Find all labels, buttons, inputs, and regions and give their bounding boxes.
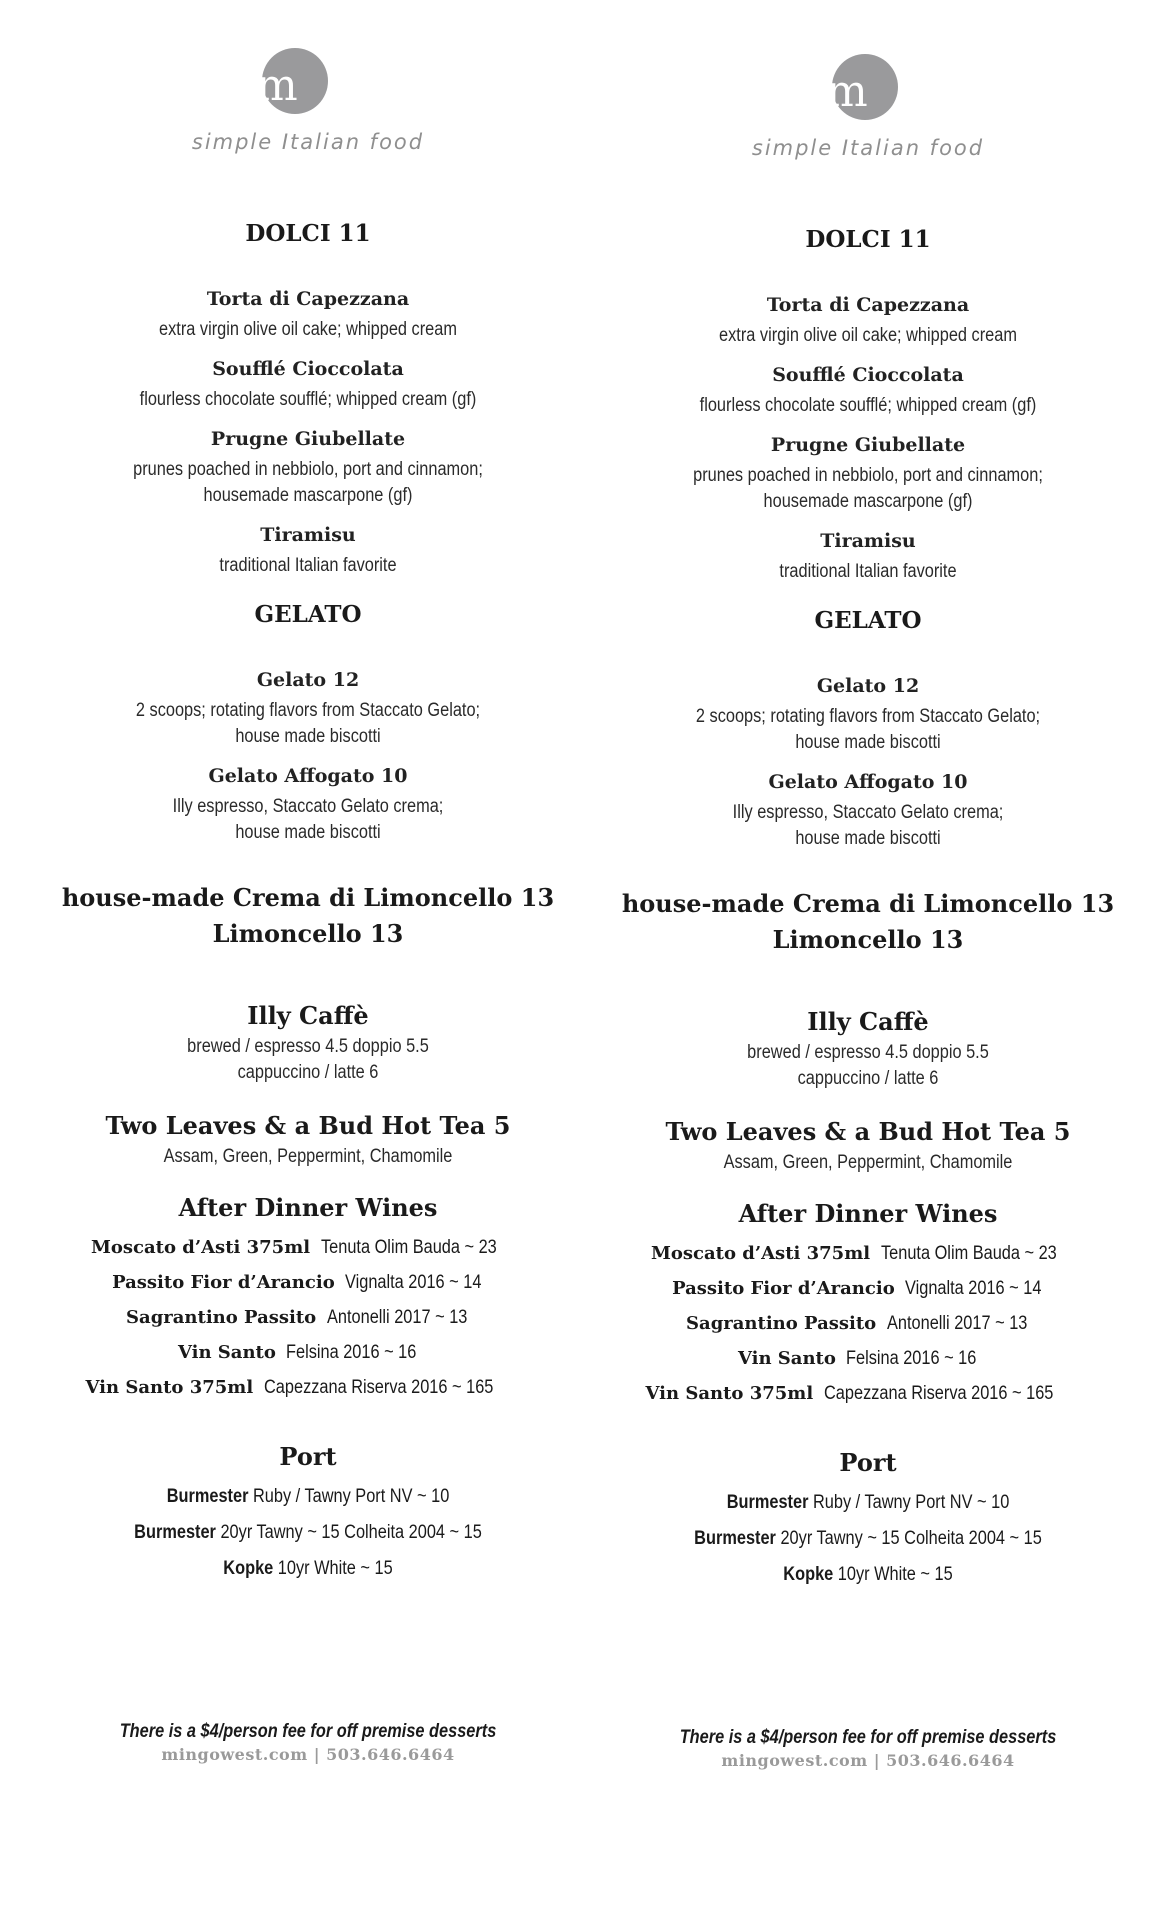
wine-name: Vin Santo 375ml: [85, 1377, 254, 1398]
wine-name: Passito Fior d’Arancio: [112, 1272, 335, 1293]
menu-column-right: [588, 0, 1148, 1920]
dolci-item-desc: extra virgin olive oil cake; whipped cream: [159, 319, 457, 340]
dolci-item-name: Torta di Capezzana: [766, 294, 970, 316]
port-row: [67, 1515, 549, 1551]
caffe-section: [28, 998, 588, 1086]
dolci-item-name: Torta di Capezzana: [206, 288, 410, 310]
gelato-item-name: Gelato Affogato 10: [208, 765, 408, 787]
dolci-item-desc: traditional Italian favorite: [219, 555, 397, 576]
dolci-title: DOLCI 11: [805, 226, 931, 253]
dolci-item-1: [28, 281, 588, 343]
port-section: [588, 1445, 1148, 1593]
port-name: Kopke: [223, 1558, 274, 1579]
limoncello-section: [588, 886, 1148, 958]
dolci-item-2: [28, 351, 588, 413]
wine-row: [588, 1376, 1148, 1411]
tea-title: Two Leaves & a Bud Hot Tea 5: [665, 1117, 1071, 1146]
wine-row: [588, 1271, 1148, 1306]
dolci-item-desc: housemade mascarpone (gf): [203, 485, 413, 506]
dolci-item-1: [588, 287, 1148, 349]
gelato-item-name: Gelato 12: [816, 675, 920, 697]
wine-detail: Capezzana Riserva 2016 ~ 165: [823, 1383, 1054, 1404]
limoncello-section: [28, 880, 588, 952]
footer-note: There is a $4/person fee for off premise desserts: [119, 1721, 497, 1742]
port-detail: Ruby / Tawny Port NV ~ 10: [812, 1492, 1010, 1513]
dolci-item-desc: flourless chocolate soufflé; whipped cream (gf): [699, 395, 1037, 416]
tagline: simple Italian food: [751, 136, 985, 160]
dolci-item-3: [28, 421, 588, 509]
wines-title: After Dinner Wines: [178, 1193, 438, 1222]
port-title: Port: [279, 1442, 337, 1471]
gelato-item-desc: 2 scoops; rotating flavors from Staccato Gelato;: [135, 700, 481, 721]
gelato-item-desc: house made biscotti: [235, 822, 381, 843]
dolci-item-3: [588, 427, 1148, 515]
gelato-item-desc: Illy espresso, Staccato Gelato crema;: [172, 796, 444, 817]
wine-row: [588, 1341, 1148, 1376]
gelato-item-desc: 2 scoops; rotating flavors from Staccato Gelato;: [695, 706, 1041, 727]
wine-detail: Felsina 2016 ~ 16: [846, 1348, 977, 1369]
gelato-item-desc: Illy espresso, Staccato Gelato crema;: [732, 802, 1004, 823]
wine-detail: Capezzana Riserva 2016 ~ 165: [263, 1377, 494, 1398]
wine-row: [28, 1300, 588, 1335]
logo: [588, 54, 1148, 124]
dolci-item-name: Prugne Giubellate: [770, 434, 966, 456]
caffe-line: cappuccino / latte 6: [797, 1068, 939, 1089]
wine-row: [28, 1230, 588, 1265]
port-name: Burmester: [694, 1528, 776, 1549]
wine-detail: Tenuta Olim Bauda ~ 23: [320, 1237, 497, 1258]
wine-row: [588, 1306, 1148, 1341]
dolci-item-desc: prunes poached in nebbiolo, port and cinnamon;: [133, 459, 483, 480]
dolci-item-name: Prugne Giubellate: [210, 428, 406, 450]
dolci-item-desc: housemade mascarpone (gf): [763, 491, 973, 512]
caffe-line: cappuccino / latte 6: [237, 1062, 379, 1083]
gelato-title: GELATO: [814, 607, 922, 634]
port-title: Port: [839, 1448, 897, 1477]
dolci-item-name: Soufflé Cioccolata: [212, 358, 404, 380]
dolci-item-desc: traditional Italian favorite: [779, 561, 957, 582]
wine-name: Sagrantino Passito: [126, 1307, 317, 1328]
port-section: [28, 1439, 588, 1587]
wines-section: [588, 1196, 1148, 1411]
caffe-line: brewed / espresso 4.5 doppio 5.5: [187, 1036, 429, 1057]
port-row: [627, 1557, 1109, 1593]
dolci-item-4: [588, 523, 1148, 585]
gelato-item-desc: house made biscotti: [795, 828, 941, 849]
wine-detail: Tenuta Olim Bauda ~ 23: [880, 1243, 1057, 1264]
tea-line: Assam, Green, Peppermint, Chamomile: [163, 1146, 453, 1167]
dolci-item-2: [588, 357, 1148, 419]
gelato-item-2: [28, 758, 588, 846]
port-row: [627, 1485, 1109, 1521]
wine-name: Moscato d’Asti 375ml: [650, 1243, 871, 1264]
menu-content: [588, 226, 1148, 1770]
footer-note: There is a $4/person fee for off premise desserts: [679, 1727, 1057, 1748]
port-detail: 20yr Tawny ~ 15 Colheita 2004 ~ 15: [780, 1528, 1042, 1549]
wine-name: Moscato d’Asti 375ml: [90, 1237, 311, 1258]
wine-detail: Vignalta 2016 ~ 14: [905, 1278, 1042, 1299]
dolci-item-desc: extra virgin olive oil cake; whipped cream: [719, 325, 1017, 346]
wine-detail: Felsina 2016 ~ 16: [286, 1342, 417, 1363]
wine-name: Vin Santo: [177, 1342, 276, 1363]
wine-row: [588, 1236, 1148, 1271]
caffe-title: Illy Caffè: [807, 1007, 929, 1036]
wine-name: Passito Fior d’Arancio: [672, 1278, 895, 1299]
logo-letter: m: [826, 66, 866, 117]
gelato-item-1: [588, 668, 1148, 756]
limoncello-line: Limoncello 13: [772, 925, 964, 954]
port-detail: 10yr White ~ 15: [277, 1558, 393, 1579]
caffe-line: brewed / espresso 4.5 doppio 5.5: [747, 1042, 989, 1063]
port-row: [627, 1521, 1109, 1557]
dolci-title: DOLCI 11: [245, 220, 371, 247]
port-detail: 10yr White ~ 15: [837, 1564, 953, 1585]
dolci-item-name: Tiramisu: [260, 524, 356, 546]
tea-line: Assam, Green, Peppermint, Chamomile: [723, 1152, 1013, 1173]
logo: [28, 48, 588, 118]
footer-contact: mingowest.com | 503.646.6464: [721, 1751, 1015, 1770]
port-row: [67, 1479, 549, 1515]
tagline: simple Italian food: [191, 130, 425, 154]
wine-name: Vin Santo: [737, 1348, 836, 1369]
gelato-title: GELATO: [254, 601, 362, 628]
wine-row: [28, 1335, 588, 1370]
tea-section: [588, 1114, 1148, 1176]
dolci-item-4: [28, 517, 588, 579]
wine-row: [28, 1370, 588, 1405]
wine-row: [28, 1265, 588, 1300]
wine-name: Vin Santo 375ml: [645, 1383, 814, 1404]
port-detail: 20yr Tawny ~ 15 Colheita 2004 ~ 15: [220, 1522, 482, 1543]
logo-letter: m: [256, 60, 296, 111]
menu-content: [28, 220, 588, 1764]
menu-column-left: [28, 0, 588, 1920]
port-name: Burmester: [166, 1486, 249, 1507]
wine-detail: Antonelli 2017 ~ 13: [326, 1307, 468, 1328]
gelato-item-name: Gelato Affogato 10: [768, 771, 968, 793]
caffe-title: Illy Caffè: [247, 1001, 369, 1030]
gelato-item-desc: house made biscotti: [795, 732, 941, 753]
dolci-item-desc: flourless chocolate soufflé; whipped cream (gf): [139, 389, 477, 410]
gelato-item-2: [588, 764, 1148, 852]
caffe-section: [588, 1004, 1148, 1092]
tea-title: Two Leaves & a Bud Hot Tea 5: [105, 1111, 511, 1140]
wines-title: After Dinner Wines: [738, 1199, 998, 1228]
port-name: Burmester: [134, 1522, 216, 1543]
port-detail: Ruby / Tawny Port NV ~ 10: [252, 1486, 450, 1507]
gelato-item-desc: house made biscotti: [235, 726, 381, 747]
wines-section: [28, 1190, 588, 1405]
limoncello-line: house-made Crema di Limoncello 13: [621, 889, 1115, 918]
limoncello-line: Limoncello 13: [212, 919, 404, 948]
dolci-item-name: Soufflé Cioccolata: [772, 364, 964, 386]
gelato-item-1: [28, 662, 588, 750]
dolci-item-desc: prunes poached in nebbiolo, port and cinnamon;: [693, 465, 1043, 486]
port-name: Burmester: [726, 1492, 809, 1513]
port-row: [67, 1551, 549, 1587]
tea-section: [28, 1108, 588, 1170]
port-name: Kopke: [783, 1564, 834, 1585]
footer-contact: mingowest.com | 503.646.6464: [161, 1745, 455, 1764]
dolci-item-name: Tiramisu: [820, 530, 916, 552]
wine-name: Sagrantino Passito: [686, 1313, 877, 1334]
wine-detail: Antonelli 2017 ~ 13: [886, 1313, 1028, 1334]
wine-detail: Vignalta 2016 ~ 14: [345, 1272, 482, 1293]
limoncello-line: house-made Crema di Limoncello 13: [61, 883, 555, 912]
gelato-item-name: Gelato 12: [256, 669, 360, 691]
